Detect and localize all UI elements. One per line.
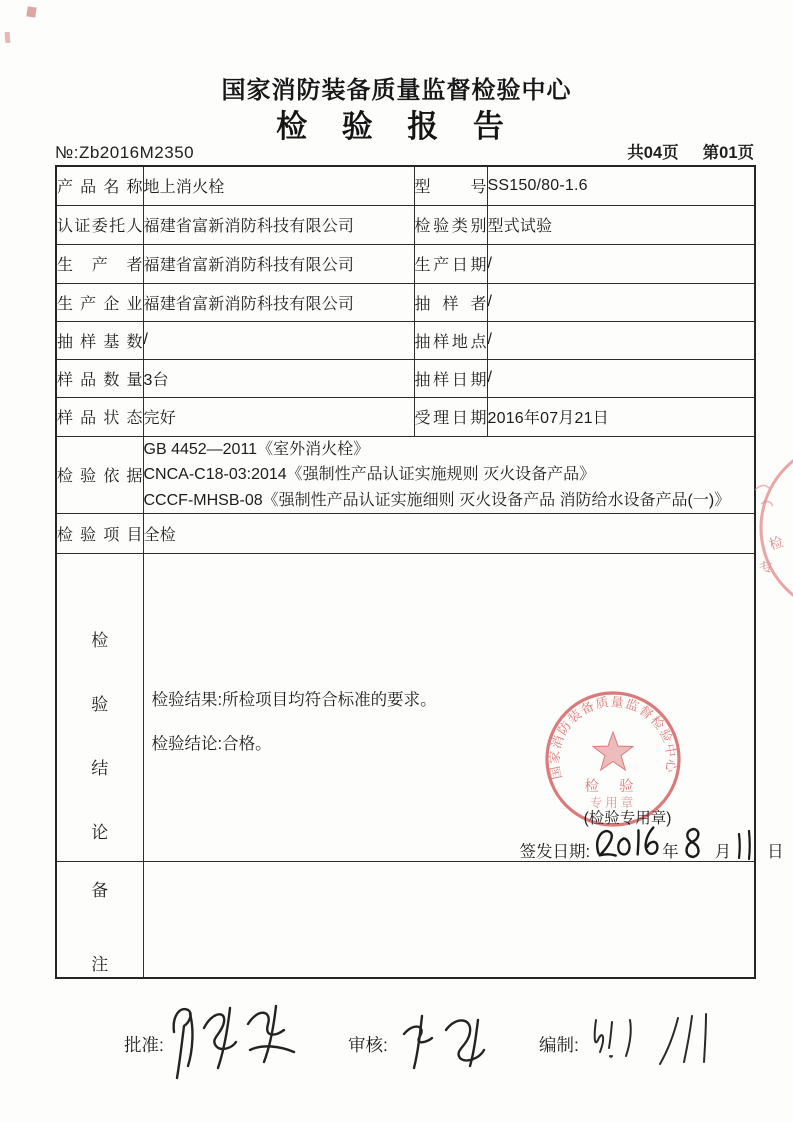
approve-label: 批准: bbox=[124, 1035, 164, 1055]
page-current: 第01页 bbox=[702, 144, 754, 162]
issue-date bbox=[518, 828, 786, 862]
applicant-label: 认证委托人 bbox=[56, 205, 143, 244]
model-value: SS150/80-1.6 bbox=[487, 166, 755, 205]
manufacturer-label: 生产企业 bbox=[56, 283, 143, 321]
seal-center-text: 检 验 bbox=[583, 779, 642, 795]
signature-row bbox=[0, 998, 793, 1122]
day-suffix: 日 bbox=[767, 843, 784, 861]
manufacturer-value: 福建省富新消防科技有限公司 bbox=[143, 283, 414, 321]
sample-state-value: 完好 bbox=[143, 397, 414, 436]
items-label: 检验项目 bbox=[56, 514, 143, 554]
sampler-value: / bbox=[487, 283, 755, 321]
edge-seal-char: 检 bbox=[766, 533, 786, 553]
table-row bbox=[56, 283, 755, 321]
result-line: 检验结果:所检项目均符合标准的要求。 bbox=[151, 691, 437, 709]
pages-total: 共04页 bbox=[627, 144, 679, 162]
basis-line-2: CNCA-C18-03:2014《强制性产品认证实施规则 灭火设备产品》 bbox=[143, 466, 596, 483]
test-category-label: 检验类别 bbox=[414, 205, 487, 244]
sample-state-label: 样品状态 bbox=[56, 397, 143, 436]
report-number-value: Zb2016M2350 bbox=[78, 143, 195, 162]
test-category-value: 型式试验 bbox=[487, 205, 755, 244]
sampling-place-value: / bbox=[487, 321, 755, 359]
conclusion-content bbox=[143, 554, 784, 862]
production-date-value: / bbox=[487, 244, 755, 283]
sampling-base-value: / bbox=[143, 321, 414, 359]
product-name-label: 产品名称 bbox=[56, 166, 143, 205]
sampling-place-label: 抽样地点 bbox=[414, 321, 487, 359]
production-date-label: 生产日期 bbox=[414, 244, 487, 283]
sample-qty-label: 样品数量 bbox=[56, 359, 143, 397]
table-row bbox=[56, 166, 755, 205]
table-row bbox=[56, 321, 755, 359]
applicant-value: 福建省富新消防科技有限公司 bbox=[143, 205, 414, 244]
page-info bbox=[627, 139, 754, 163]
prepare-signature bbox=[586, 1010, 721, 1070]
conclusion-label-char: 验 bbox=[91, 694, 109, 714]
organization-title: 国家消防装备质量监督检验中心 bbox=[221, 77, 572, 104]
basis-line-3: CCCF-MHSB-08《强制性产品认证实施细则 灭火设备产品 消防给水设备产品(一)》 bbox=[143, 491, 731, 509]
approve-signature bbox=[160, 998, 310, 1083]
producer-value: 福建省富新消防科技有限公司 bbox=[143, 244, 414, 283]
year-suffix: 年 bbox=[662, 843, 679, 861]
remark-label bbox=[56, 862, 143, 978]
handwritten-day bbox=[733, 828, 755, 862]
edge-seal-char: 专 bbox=[756, 557, 776, 577]
basis-line-1: GB 4452—2011《室外消火栓》 bbox=[143, 440, 370, 458]
review-label: 审核: bbox=[348, 1035, 388, 1055]
sampling-base-label: 抽样基数 bbox=[56, 321, 143, 359]
sampling-date-label: 抽样日期 bbox=[414, 359, 487, 397]
basis-label: 检验依据 bbox=[56, 436, 143, 514]
sampler-label: 抽样者 bbox=[414, 283, 487, 321]
conclusion-line: 检验结论:合格。 bbox=[151, 735, 272, 753]
report-table bbox=[55, 165, 784, 979]
acceptance-date-label: 受理日期 bbox=[414, 397, 487, 436]
remark-label-char: 注 bbox=[91, 954, 109, 974]
table-row-basis bbox=[56, 436, 755, 514]
table-row bbox=[56, 397, 755, 436]
table-row-items bbox=[56, 514, 755, 554]
seal-bottom-text: 专用章 bbox=[589, 796, 636, 810]
red-ink-mark bbox=[5, 32, 11, 43]
remark-label-char: 备 bbox=[91, 880, 109, 900]
red-ink-mark bbox=[26, 6, 36, 17]
conclusion-label-char: 检 bbox=[91, 630, 109, 650]
handwritten-month bbox=[681, 824, 705, 862]
month-suffix: 月 bbox=[714, 843, 732, 861]
table-row-remark bbox=[56, 862, 755, 978]
report-title: 检 验 报 告 bbox=[276, 109, 517, 144]
handwritten-year bbox=[592, 822, 660, 862]
table-row-conclusion bbox=[56, 554, 755, 862]
prepare-label: 编制: bbox=[539, 1035, 579, 1055]
meta-row bbox=[55, 139, 754, 163]
conclusion-label-char: 论 bbox=[91, 822, 109, 842]
product-name-value: 地上消火栓 bbox=[143, 166, 414, 205]
sampling-date-value: / bbox=[487, 359, 755, 397]
issue-date-label: 签发日期: bbox=[519, 843, 591, 861]
seal-star-icon bbox=[593, 732, 633, 770]
basis-content bbox=[143, 436, 755, 514]
sample-qty-value: 3台 bbox=[143, 359, 414, 397]
edge-seal bbox=[747, 438, 793, 618]
remark-content bbox=[143, 862, 755, 978]
model-label: 型号 bbox=[414, 166, 487, 205]
report-number-label: №: bbox=[55, 143, 79, 162]
conclusion-label bbox=[56, 554, 143, 862]
seal-ring-text: 国家消防装备质量监督检验中心 bbox=[547, 694, 678, 781]
producer-label: 生产者 bbox=[56, 244, 143, 283]
review-signature bbox=[396, 1008, 506, 1076]
seal-caption: (检验专用章) bbox=[583, 810, 672, 827]
table-row bbox=[56, 205, 755, 244]
conclusion-label-char: 结 bbox=[91, 758, 109, 778]
table-row bbox=[56, 359, 755, 397]
table-row bbox=[56, 244, 755, 283]
items-value: 全检 bbox=[143, 514, 755, 554]
report-number bbox=[55, 143, 194, 163]
acceptance-date-value: 2016年07月21日 bbox=[487, 397, 755, 436]
